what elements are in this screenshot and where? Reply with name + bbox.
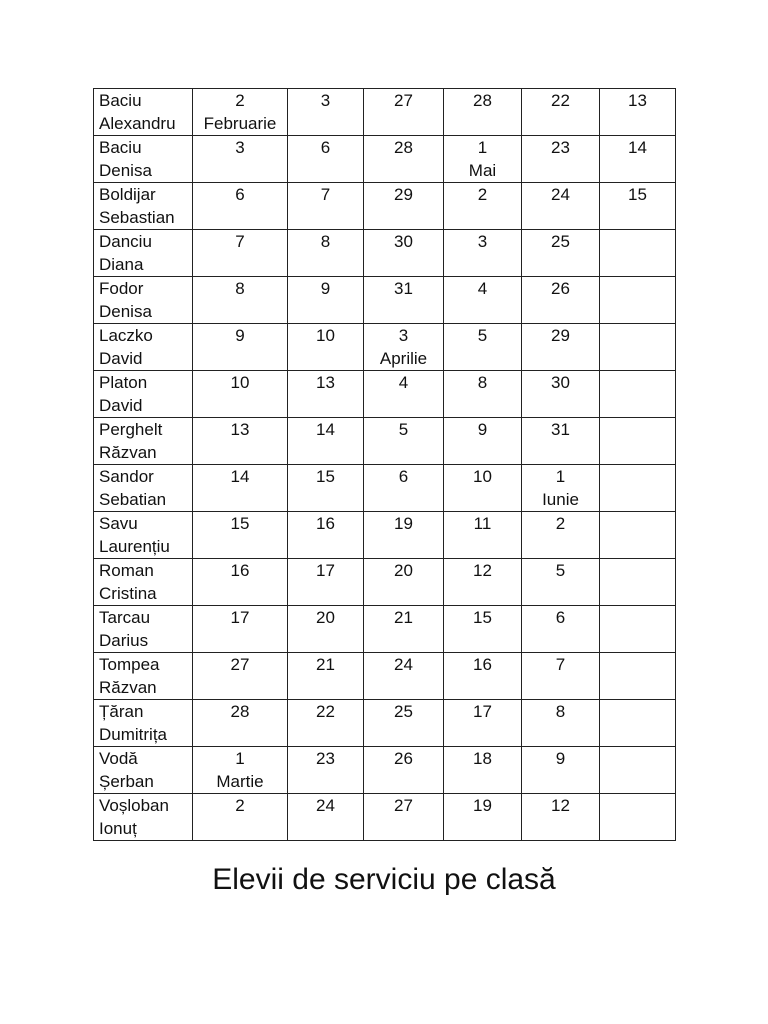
student-name-line: Răzvan	[99, 678, 157, 697]
duty-day: 8	[477, 373, 488, 392]
duty-date-cell	[364, 653, 444, 700]
duty-day: 5	[555, 561, 566, 580]
student-name-line: Voșloban	[99, 796, 169, 815]
duty-day: 7	[320, 185, 331, 204]
student-name-line: Alexandru	[99, 114, 176, 133]
duty-date-cell	[364, 559, 444, 606]
duty-day: 14	[230, 467, 250, 486]
student-name-cell	[94, 324, 193, 371]
student-name-line: David	[99, 349, 143, 368]
duty-date-cell	[444, 465, 522, 512]
duty-date-cell	[600, 465, 676, 512]
duty-date-cell	[193, 418, 288, 465]
duty-date-cell	[522, 89, 600, 136]
duty-date-cell	[522, 136, 600, 183]
duty-day: 17	[473, 702, 492, 721]
duty-day: 15	[473, 608, 492, 627]
duty-day: 14	[628, 138, 647, 157]
duty-day: 13	[316, 373, 335, 392]
duty-day: 10	[316, 326, 335, 345]
student-name-line: Darius	[99, 631, 149, 650]
student-name-line: Diana	[99, 255, 144, 274]
duty-date-cell	[364, 277, 444, 324]
duty-day: 11	[473, 514, 492, 533]
student-name-cell	[94, 559, 193, 606]
duty-day: 1	[477, 138, 488, 157]
duty-date-cell	[193, 371, 288, 418]
duty-date-cell	[522, 183, 600, 230]
duty-date-cell	[444, 794, 522, 841]
student-name-line: Denisa	[99, 302, 152, 321]
duty-date-cell	[288, 465, 364, 512]
duty-date-cell	[444, 700, 522, 747]
duty-date-cell	[193, 277, 288, 324]
duty-date-cell	[600, 136, 676, 183]
duty-date-cell	[288, 136, 364, 183]
duty-date-cell	[193, 747, 288, 794]
duty-date-cell	[288, 700, 364, 747]
duty-day: 31	[551, 420, 570, 439]
student-name-cell	[94, 183, 193, 230]
duty-date-cell	[444, 89, 522, 136]
duty-day: 2	[235, 91, 245, 110]
duty-day: 7	[555, 655, 566, 674]
duty-day: 16	[473, 655, 492, 674]
student-name-cell	[94, 418, 193, 465]
duty-day: 13	[628, 91, 647, 110]
student-name-cell	[94, 794, 193, 841]
student-name-cell	[94, 277, 193, 324]
duty-date-cell	[288, 183, 364, 230]
student-name-line: Danciu	[99, 232, 152, 251]
duty-day: 1	[235, 749, 245, 768]
duty-day: 4	[477, 279, 488, 298]
duty-day: 9	[555, 749, 566, 768]
duty-month: Mai	[468, 161, 497, 180]
table-row	[94, 183, 676, 230]
duty-date-cell	[444, 230, 522, 277]
table-row	[94, 324, 676, 371]
duty-date-cell	[288, 653, 364, 700]
student-name-line: Tarcau	[99, 608, 151, 627]
student-name-line: Sandor	[99, 467, 154, 486]
student-name-line: Ionuț	[99, 819, 137, 838]
table-row	[94, 418, 676, 465]
duty-date-cell	[600, 418, 676, 465]
duty-date-cell	[364, 371, 444, 418]
duty-day: 7	[235, 232, 245, 251]
duty-date-cell	[522, 700, 600, 747]
duty-day: 16	[230, 561, 250, 580]
duty-date-cell	[444, 277, 522, 324]
duty-day: 23	[551, 138, 570, 157]
duty-date-cell	[288, 371, 364, 418]
duty-day: 16	[316, 514, 335, 533]
student-name-cell	[94, 512, 193, 559]
duty-day: 19	[473, 796, 492, 815]
duty-date-cell	[444, 183, 522, 230]
duty-day: 6	[320, 138, 331, 157]
duty-day: 24	[394, 655, 413, 674]
duty-date-cell	[193, 653, 288, 700]
duty-day: 2	[235, 796, 245, 815]
table-row	[94, 653, 676, 700]
duty-date-cell	[364, 700, 444, 747]
duty-date-cell	[364, 136, 444, 183]
duty-date-cell	[444, 136, 522, 183]
duty-date-cell	[364, 230, 444, 277]
duty-date-cell	[600, 653, 676, 700]
duty-day: 9	[320, 279, 331, 298]
duty-day: 28	[473, 91, 492, 110]
duty-date-cell	[288, 89, 364, 136]
student-name-line: Țăran	[99, 702, 144, 721]
table-row	[94, 230, 676, 277]
duty-day: 30	[551, 373, 570, 392]
student-name-cell	[94, 747, 193, 794]
duty-date-cell	[444, 559, 522, 606]
student-name-line: Tompea	[99, 655, 160, 674]
duty-day: 18	[473, 749, 492, 768]
duty-day: 3	[477, 232, 488, 251]
student-name-line: Baciu	[99, 91, 142, 110]
duty-month: Iunie	[542, 490, 579, 509]
duty-day: 3	[320, 91, 331, 110]
duty-date-cell	[288, 418, 364, 465]
duty-date-cell	[288, 324, 364, 371]
duty-date-cell	[600, 277, 676, 324]
duty-day: 12	[551, 796, 570, 815]
duty-date-cell	[288, 230, 364, 277]
duty-date-cell	[444, 324, 522, 371]
duty-month: Aprilie	[379, 349, 428, 368]
duty-date-cell	[193, 700, 288, 747]
duty-day: 2	[477, 185, 488, 204]
duty-date-cell	[444, 418, 522, 465]
duty-date-cell	[288, 277, 364, 324]
duty-date-cell	[444, 371, 522, 418]
student-name-line: Baciu	[99, 138, 142, 157]
duty-day: 21	[316, 655, 335, 674]
duty-day: 21	[394, 608, 413, 627]
duty-day: 27	[394, 796, 413, 815]
duty-date-cell	[288, 559, 364, 606]
duty-day: 27	[394, 91, 413, 110]
duty-date-cell	[600, 794, 676, 841]
student-name-line: Sebastian	[99, 208, 175, 227]
duty-date-cell	[364, 512, 444, 559]
table-row	[94, 465, 676, 512]
student-name-cell	[94, 700, 193, 747]
duty-month: Februarie	[203, 114, 277, 133]
duty-date-cell	[193, 324, 288, 371]
duty-date-cell	[364, 418, 444, 465]
student-name-cell	[94, 230, 193, 277]
table-row	[94, 136, 676, 183]
duty-day: 8	[235, 279, 245, 298]
duty-day: 15	[316, 467, 335, 486]
student-name-line: Dumitrița	[99, 725, 168, 744]
duty-date-cell	[600, 371, 676, 418]
duty-day: 17	[316, 561, 335, 580]
duty-day: 20	[394, 561, 413, 580]
duty-day: 29	[551, 326, 570, 345]
duty-date-cell	[364, 183, 444, 230]
student-name-line: Răzvan	[99, 443, 157, 462]
duty-day: 14	[316, 420, 335, 439]
duty-date-cell	[288, 512, 364, 559]
duty-date-cell	[522, 418, 600, 465]
student-name-line: Sebatian	[99, 490, 167, 509]
duty-date-cell	[600, 89, 676, 136]
duty-date-cell	[600, 559, 676, 606]
student-name-line: Laczko	[99, 326, 153, 345]
duty-day: 29	[394, 185, 413, 204]
duty-day: 1	[555, 467, 566, 486]
duty-day: 6	[235, 185, 245, 204]
student-name-line: Vodă	[99, 749, 138, 768]
duty-date-cell	[193, 606, 288, 653]
duty-date-cell	[600, 747, 676, 794]
duty-day: 22	[316, 702, 335, 721]
duty-day: 5	[398, 420, 409, 439]
duty-day: 2	[555, 514, 566, 533]
duty-day: 25	[551, 232, 570, 251]
duty-day: 6	[555, 608, 566, 627]
student-name-cell	[94, 136, 193, 183]
duty-date-cell	[364, 465, 444, 512]
duty-date-cell	[193, 89, 288, 136]
duty-day: 28	[230, 702, 250, 721]
duty-day: 25	[394, 702, 413, 721]
duty-date-cell	[364, 324, 444, 371]
student-name-cell	[94, 653, 193, 700]
student-name-line: Boldijar	[99, 185, 156, 204]
duty-date-cell	[600, 512, 676, 559]
duty-date-cell	[288, 747, 364, 794]
student-name-line: Perghelt	[99, 420, 163, 439]
student-name-cell	[94, 465, 193, 512]
duty-day: 3	[398, 326, 409, 345]
table-row	[94, 559, 676, 606]
duty-date-cell	[288, 606, 364, 653]
duty-date-cell	[522, 559, 600, 606]
duty-day: 23	[316, 749, 335, 768]
duty-date-cell	[522, 606, 600, 653]
table-row	[94, 512, 676, 559]
student-name-line: Șerban	[99, 772, 154, 791]
duty-day: 13	[230, 420, 250, 439]
student-name-line: Cristina	[99, 584, 157, 603]
student-name-cell	[94, 371, 193, 418]
duty-date-cell	[444, 512, 522, 559]
duty-day: 4	[398, 373, 409, 392]
duty-date-cell	[444, 606, 522, 653]
duty-date-cell	[364, 747, 444, 794]
duty-day: 31	[394, 279, 413, 298]
duty-date-cell	[600, 606, 676, 653]
duty-date-cell	[600, 324, 676, 371]
duty-day: 6	[398, 467, 409, 486]
duty-day: 20	[316, 608, 335, 627]
duty-date-cell	[522, 324, 600, 371]
duty-day: 15	[230, 514, 250, 533]
duty-day: 27	[230, 655, 250, 674]
duty-day: 9	[235, 326, 245, 345]
duty-date-cell	[364, 606, 444, 653]
duty-date-cell	[193, 183, 288, 230]
duty-date-cell	[444, 747, 522, 794]
duty-day: 12	[473, 561, 492, 580]
duty-day: 15	[628, 185, 647, 204]
table-row	[94, 606, 676, 653]
duty-date-cell	[193, 465, 288, 512]
duty-day: 24	[551, 185, 570, 204]
duty-date-cell	[364, 89, 444, 136]
student-name-line: Platon	[99, 373, 148, 392]
duty-date-cell	[193, 230, 288, 277]
duty-day: 10	[230, 373, 250, 392]
duty-day: 30	[394, 232, 413, 251]
duty-date-cell	[522, 794, 600, 841]
student-name-line: Roman	[99, 561, 154, 580]
student-name-line: Laurențiu	[99, 537, 170, 556]
duty-day: 8	[320, 232, 331, 251]
duty-date-cell	[600, 183, 676, 230]
duty-date-cell	[522, 230, 600, 277]
duty-date-cell	[600, 230, 676, 277]
duty-day: 8	[555, 702, 566, 721]
duty-date-cell	[444, 653, 522, 700]
duty-date-cell	[522, 512, 600, 559]
duty-day: 9	[477, 420, 488, 439]
student-name-cell	[94, 606, 193, 653]
document-caption: Elevii de serviciu pe clasă	[212, 863, 556, 896]
duty-date-cell	[193, 136, 288, 183]
duty-roster-table	[93, 88, 676, 841]
student-name-line: Denisa	[99, 161, 152, 180]
duty-day: 5	[477, 326, 488, 345]
duty-month: Martie	[216, 772, 264, 791]
duty-date-cell	[193, 512, 288, 559]
duty-date-cell	[522, 371, 600, 418]
student-name-cell	[94, 89, 193, 136]
duty-day: 28	[394, 138, 413, 157]
duty-day: 3	[235, 138, 245, 157]
duty-day: 17	[230, 608, 250, 627]
duty-day: 26	[394, 749, 413, 768]
duty-day: 19	[394, 514, 413, 533]
duty-date-cell	[522, 653, 600, 700]
duty-date-cell	[193, 559, 288, 606]
duty-date-cell	[522, 465, 600, 512]
duty-date-cell	[364, 794, 444, 841]
duty-date-cell	[522, 747, 600, 794]
duty-day: 22	[551, 91, 570, 110]
table-row	[94, 700, 676, 747]
duty-date-cell	[522, 277, 600, 324]
duty-date-cell	[600, 700, 676, 747]
duty-day: 10	[473, 467, 492, 486]
duty-date-cell	[288, 794, 364, 841]
duty-day: 24	[316, 796, 335, 815]
table-row	[94, 89, 676, 136]
table-row	[94, 371, 676, 418]
student-name-line: Fodor	[99, 279, 144, 298]
table-row	[94, 794, 676, 841]
duty-day: 26	[551, 279, 570, 298]
duty-date-cell	[193, 794, 288, 841]
table-row	[94, 277, 676, 324]
student-name-line: Savu	[99, 514, 138, 533]
duty-roster-body	[94, 89, 676, 841]
table-row	[94, 747, 676, 794]
student-name-line: David	[99, 396, 143, 415]
